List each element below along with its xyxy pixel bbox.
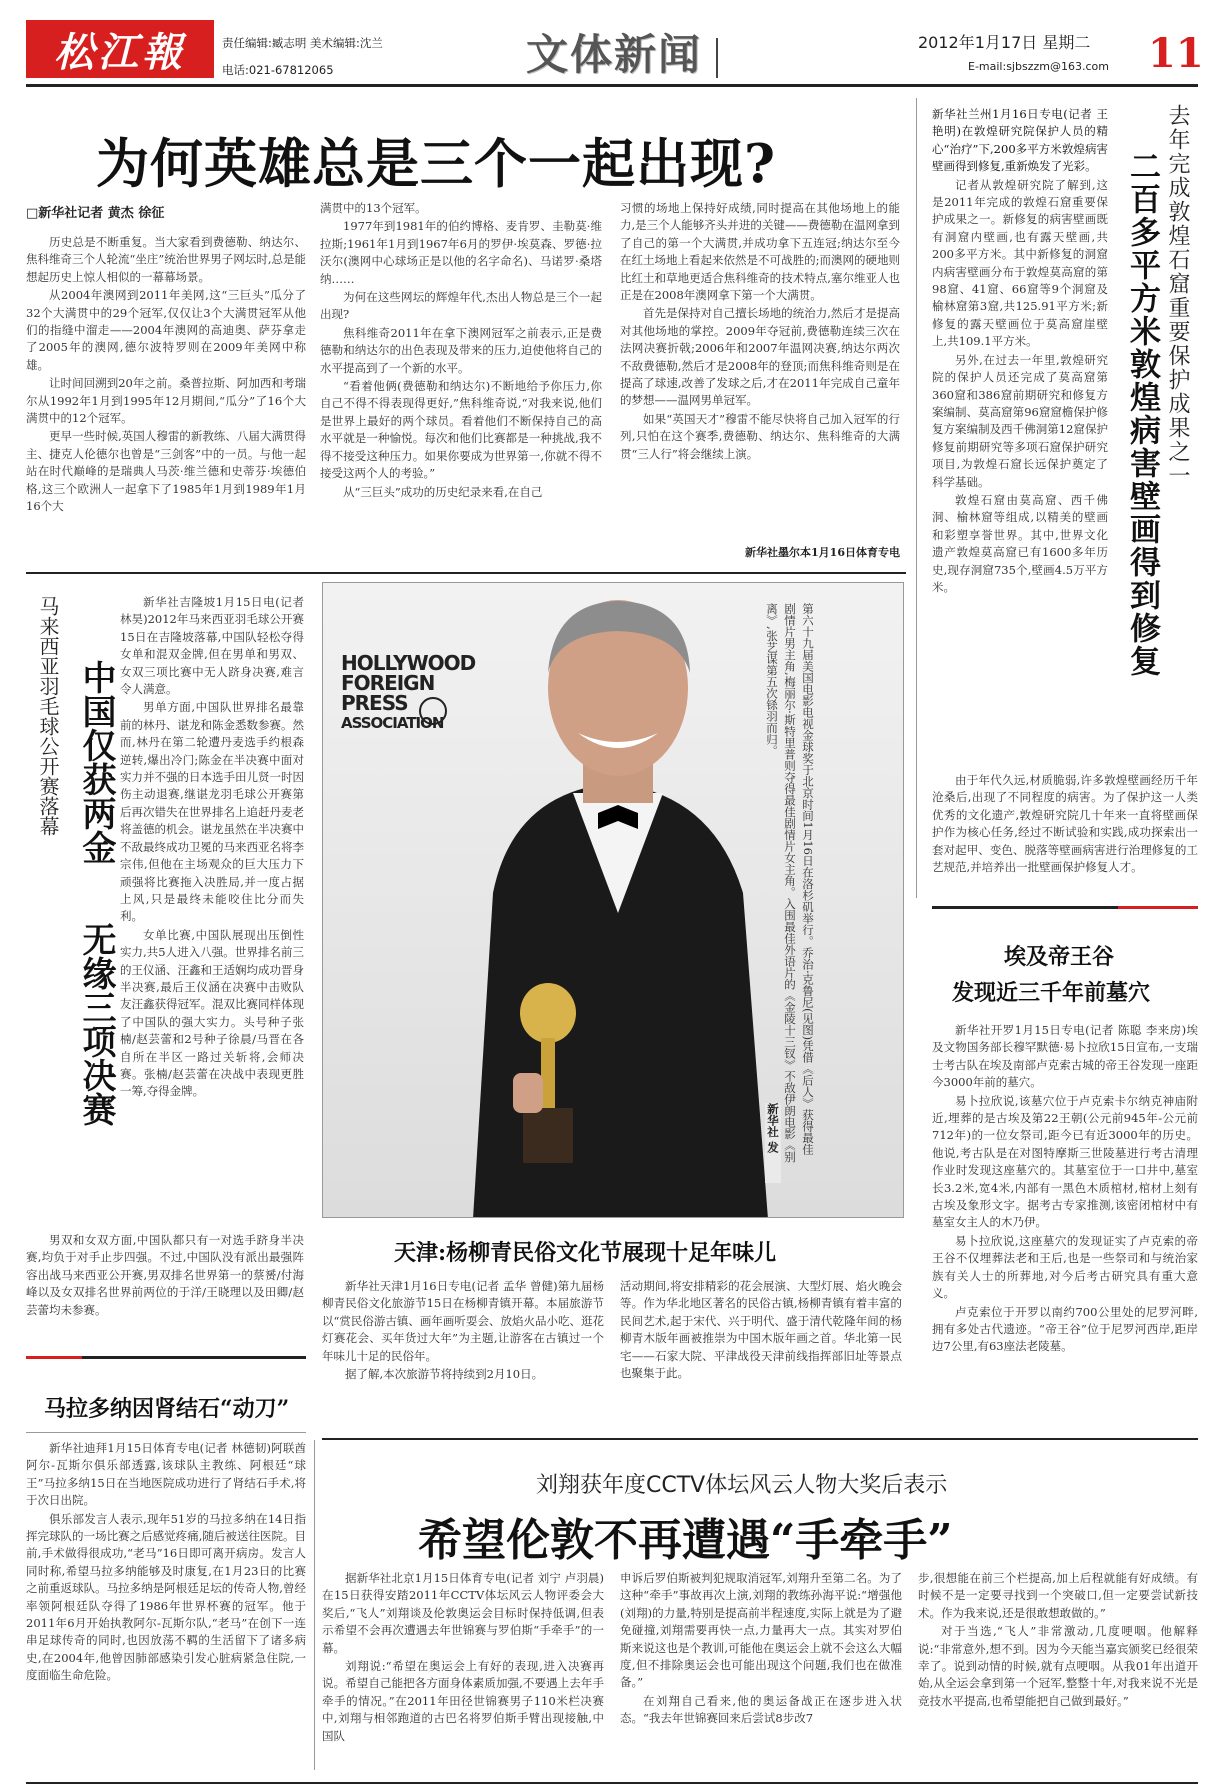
liuxiang-col-2: 申诉后罗伯斯被判犯规取消冠军,刘翔升至第二名。为了这种“牵手”事故再次上演,刘翔的教练孙海平说:“增强他(刘翔)的力量,特别是提高前半程速度,实际上就是为了避免碰撞,刘翔需要再快一点,力量再大一点。其实对罗伯斯来说这也是个教训,可能他在奥运会上就不会这么大幅度,但不排除奥运会也可能出现这个问题,我们也在做准备。” 在刘翔自己看来,他的奥运备战正在逐步进入状态。“我去年世锦赛回来后尝试8步改7 [620, 1571, 902, 1726]
liuxiang-top-rule [322, 1438, 1198, 1440]
backdrop-globe-icon [419, 697, 447, 725]
liuxiang-headline: 希望伦敦不再遭遇“手牵手” [418, 1515, 953, 1566]
dunhuang-left-rule [916, 98, 917, 898]
badminton-body-tail: 男双和女双方面,中国队都只有一对选手跻身半决赛,均负于对手止步四强。不过,中国队没有派出最强阵容出战马来西亚公开赛,男双排名世界第一的蔡赟/付海峰以及女双排名世界前两位的于洋/王晓理以及田卿/赵芸蕾均未参赛。 [26, 1233, 304, 1317]
badminton-headline-a: 中国仅获两金 [76, 660, 116, 864]
page-bottom-rule [26, 1782, 1198, 1784]
dunhuang-headline: 二百多平方米敦煌病害壁画得到修复 [1124, 150, 1160, 678]
section-divider [716, 38, 718, 78]
egypt-body: 新华社开罗1月15日专电(记者 陈聪 李来房)埃及文物国务部长穆罕默德·易卜拉欣15日宣布,一支瑞士考古队在埃及南部卢克索古城的帝王谷发现一座距今3000年前的墓穴。 易卜拉欣说,该墓穴位于卢克索卡尔纳克神庙附近,埋葬的是古埃及第22王朝(公元前945年-公元前712年)的一位女祭司,距今已有近3000年的历史。他说,考古队是在对图特摩斯三世陵墓进行考古清理作业时发现这座墓穴的。其墓室位于一口井中,墓室长3.2米,宽4米,内部有一黑色木质棺材,棺材上刻有古埃及象形文字。据考古专家推测,该密闭棺材中有墓室女主人的木乃伊。 易卜拉欣说,这座墓穴的发现证实了卢克索的帝王谷不仅埋葬法老和王后,也是一些祭司和与统治家族有关人士的所葬地,对今后考古研究具有重大意义。 卢克索位于开罗以南约700公里处的尼罗河畔,拥有多处古代遗迹。“帝王谷”位于尼罗河西岸,距岸边7公里,有63座法老陵墓。 [932, 1023, 1198, 1354]
maradona-headline: 马拉多纳因肾结石“动刀” [44, 1396, 290, 1422]
photo-caption: 第六十九届美国电影电视金球奖于北京时间1月16日在洛杉矶举行。乔治·克鲁尼(见图)凭借《后人》获得最佳剧情片男主角,梅丽尔·斯特里普则夺得最佳剧情片女主角。入围最佳外语片的《金陵十三钗》不敌伊朗电影《别离》,张艺谋第五次铩羽而归。 [765, 603, 815, 1163]
masthead [0, 0, 1224, 86]
news-photo [322, 582, 904, 1218]
contact-email: E-mail:sjbszzm@163.com [968, 60, 1109, 73]
newspaper-logo [26, 20, 214, 78]
issue-date: 2012年1月17日 星期二 [918, 33, 1091, 52]
lead-byline: □新华社记者 黄杰 徐征 [26, 206, 165, 221]
lead-bottom-rule [26, 572, 906, 574]
lead-endtag: 新华社墨尔本1月16日体育专电 [745, 546, 900, 559]
dunhuang-body-lower: 由于年代久远,材质脆弱,许多敦煌壁画经历千年沧桑后,出现了不同程度的病害。为了保护这一人类优秀的文化遗产,敦煌研究院几十年来一直将壁画保护作为核心任务,经过不断试验和实践,成功探索出一套对起甲、变色、脱落等壁画病害进行治理修复的工艺规范,并培养出一批壁画保护修复人才。 [932, 773, 1198, 875]
photo-credit: 新华社 发 [765, 1103, 781, 1183]
editors: 责任编辑:臧志明 美术编辑:沈兰 [222, 36, 383, 50]
lead-col-2: 满贯中的13个冠军。 1977年到1981年的伯约博格、麦肯罗、圭勒莫·维拉斯;1961年1月到1967年6月的罗伊·埃莫森、罗德·拉沃尔(澳网中心球场正是以他的名字命名)、马诺罗·桑塔纳…… 为何在这些网坛的辉煌年代,杰出人物总是三个一起出现? 焦科维奇2011年在拿下澳网冠军之前表示,正是费德勒和纳达尔的出色表现及带来的压力,迫使他将自己的水平提高到了一个新的水平。 “看着他俩(费德勒和纳达尔)不断地给予你压力,你自己不得不得表现得更好,”焦科维奇说,“对我来说,他们是世界上最好的两个球员。看着他们不断保持自己的高水平就是一种愉悦。每次和他们比赛都是一种挑战,我不得不接受这种压力。如果你要成为世界第一,你就不得不接受这两个人的考验。” 从“三巨头”成功的历史纪录来看,在自己 [320, 201, 602, 499]
tianjin-col-2: 活动期间,将安排精彩的花会展演、大型灯展、焰火晚会等。作为华北地区著名的民俗古镇,杨柳青镇有着丰富的民间艺术,起于宋代、兴于明代、盛于清代乾隆年间的杨柳青木版年画被推崇为中国木版年画之首。华北第一民宅——石家大院、平津战役天津前线指挥部旧址等景点也聚集于此。 [620, 1279, 902, 1381]
lead-headline: 为何英雄总是三个一起出现? [96, 133, 777, 195]
photo-caption-box [763, 603, 893, 1183]
liuxiang-col-1: 据新华社北京1月15日体育专电(记者 刘宁 卢羽晨)在15日获得安踏2011年CCTV体坛风云人物评委会大奖后,“飞人”刘翔谈及伦敦奥运会目标时保持低调,但表示希望不会再次遭遇去年世锦赛与罗伯斯“手牵手”的一幕。 刘翔说:“希望在奥运会上有好的表现,进入决赛再说。希望自己能把各方面身体素质加强,不要遇上去年手牵手的情况。”在2011年田径世锦赛男子110米栏决赛中,刘翔与相邻跑道的古巴名将罗伯斯手臂出现接触,中国队 [322, 1571, 604, 1743]
liuxiang-kicker: 刘翔获年度CCTV体坛风云人物大奖后表示 [536, 1473, 948, 1498]
maradona-body: 新华社迪拜1月15日体育专电(记者 林德韧)阿联酋阿尔-瓦斯尔俱乐部透露,该球队主教练、阿根廷“球王”马拉多纳15日在当地医院成功进行了肾结石手术,将于次日出院。 俱乐部发言人表示,现年51岁的马拉多纳在14日指挥完球队的一场比赛之后感觉疼痛,随后被送往医院。目前,手术做得很成功,“老马”16日即可离开病房。发言人同时称,希望马拉多纳能够及时康复,在1月23日的比赛之前重返球队。马拉多纳是阿根廷足坛的传奇人物,曾经率领阿根廷队夺得了1986年世界杯赛的冠军。他于2011年6月开始执教阿尔-瓦斯尔队,“老马”在创下一连串足球传奇的同时,也因放荡不羁的生活留下了诸多病史,在2004年,他曾因肺部感染引发心脏病紧急住院,一度面临生命危险。 [26, 1441, 306, 1683]
maradona-right-rule [314, 1440, 315, 1770]
section-title: 文体新闻 [526, 30, 703, 79]
dunhuang-bottom-rule [932, 906, 1198, 909]
trophy-icon [503, 983, 593, 1173]
maradona-title-rule [26, 1432, 306, 1433]
badminton-body: 新华社吉隆坡1月15日电(记者 林昊)2012年马来西亚羽毛球公开赛15日在吉隆坡落幕,中国队轻松夺得女单和混双金牌,但在男单和男双、女双三项比赛中无人跻身决赛,难言令人满意。 男单方面,中国队世界排名最靠前的林丹、谌龙和陈金悉数参赛。然而,林丹在第二轮遭丹麦选手约根森逆转,爆出冷门;陈金在半决赛中面对实力并不强的日本选手田儿贤一时因伤主动退赛,继谌龙羽毛球公开赛第后再次错失在世界排名上追赶丹麦老将盖德的机会。谌龙虽然在半决赛中不敌最终成功卫冕的马来西亚名将李宗伟,但他在主场观众的巨大压力下顽强将比赛拖入决胜局,并一度占据上风,只是最终未能咬住比分而失利。 女单比赛,中国队展现出压倒性实力,共5人进入八强。世界排名前三的王仪涵、汪鑫和王适娴均成功晋身半决赛,最后王仪涵在决赛中击败队友汪鑫获得冠军。混双比赛同样体现了中国队的强大实力。头号种子张楠/赵芸蕾和2号种子徐晨/马晋在各自所在半区一路过关斩将,会师决赛。张楠/赵芸蕾在决战中表现更胜一筹,夺得金牌。 [120, 595, 304, 1099]
tianjin-col-1: 新华社天津1月16日专电(记者 孟华 曾健)第九届杨柳青民俗文化旅游节15日在杨柳青镇开幕。本届旅游节以“赏民俗游古镇、画年画听耍会、放焰火品小吃、逛花灯赛花会、买年货过大年”为主题,让游客在古镇过一个年味儿十足的民俗年。 据了解,本次旅游节将持续到2月10日。 [322, 1279, 604, 1382]
egypt-headline-b: 发现近三千年前墓穴 [952, 980, 1151, 1006]
dunhuang-kicker: 去年完成敦煌石窟重要保护成果之一 [1165, 104, 1190, 488]
liuxiang-col-3: 步,很想能在前三个栏提高,加上后程就能有好成绩。有时候不是一定要寻找到一个突破口,但一定要尝试新技术。作为我来说,还是很敢想敢做的。” 对于当选,“飞人”非常激动,几度哽咽。他解释说:“非常意外,想不到。因为今天能当嘉宾颁奖已经很荣幸了。说到动情的时候,就有点哽咽。从我01年出道开始,从全运会拿到第一个冠军,整整十年,对我来说不光是竞技水平提高,也希望能把自己做到最好。” [918, 1571, 1198, 1708]
logo-text: 松江報 [54, 28, 186, 76]
badminton-kicker: 马来西亚羽毛球公开赛落幕 [36, 596, 60, 836]
lead-col-1: 历史总是不断重复。当大家看到费德勒、纳达尔、焦科维奇三个人轮流“坐庄”统治世界男子网坛时,总是能想起历史上惊人相似的一幕幕场景。 从2004年澳网到2011年美网,这“三巨头”瓜分了32个大满贯中的29个冠军,仅仅让3个大满贯冠军从他们的指缝中溜走——2004年澳网的高迪奥、萨芬拿走了2005年的澳网,德尔波特罗则在2009年美网中称雄。 让时间回溯到20年之前。桑普拉斯、阿加西和考瑞尔从1992年1月到1995年12月期间,“瓜分”了16个大满贯中的12个冠军。 更早一些时候,英国人穆雷的新教练、八届大满贯得主、捷克人伦德尔也曾是“三剑客”中的一员。与他一起站在时代巅峰的是瑞典人马茨·维兰德和史蒂芬·埃德伯格,这三个欧洲人一起拿下了1985年1月到1989年1月16个大 [26, 235, 306, 514]
badminton-headline-b: 无缘三项决赛 [76, 922, 116, 1126]
masthead-rule [26, 84, 1198, 87]
tianjin-headline: 天津:杨柳青民俗文化节展现十足年味儿 [394, 1240, 777, 1266]
backdrop-text: HOLLYWOOD FOREIGN PRESS ASSOCIATION [341, 651, 476, 732]
dunhuang-body-upper: 新华社兰州1月16日专电(记者 王艳明)在敦煌研究院保护人员的精心“治疗”下,200多平方米敦煌病害壁画得到修复,重新焕发了光彩。 记者从敦煌研究院了解到,这是2011年完成的敦煌石窟重要保护成果之一。新修复的病害壁画既有洞窟内壁画,也有露天壁画,共200多平方米。其中新修复的洞窟内病害壁画分布于敦煌莫高窟的第98窟、41窟、66窟等9个洞窟及榆林窟第3窟,共125.91平方米;新修复的露天壁画位于莫高窟崖壁上,共109.1平方米。 另外,在过去一年里,敦煌研究院的保护人员还完成了莫高窟第360窟和386窟前期研究和修复方案编制、莫高窟第96窟窟檐保护修复方案编制及西千佛洞第12窟保护修复前期研究等多项石窟保护研究项目,为敦煌石窟长远保护奠定了科学基础。 敦煌石窟由莫高窟、西千佛洞、榆林窟等组成,以精美的壁画和彩塑享誉世界。其中,世界文化遗产敦煌莫高窟已有1600多年历史,现存洞窟735个,壁画4.5万平方米。 [932, 107, 1108, 594]
lead-col-3: 习惯的场地上保持好成绩,同时提高在其他场地上的能力,是三个人能够齐头并进的关键——费德勒在温网拿到了自己的第一个大满贯,并成功拿下五连冠;纳达尔至今在红土场地上看起来依然是不可战胜的;而澳网的硬地则比红土和草地更适合焦科维奇的技术特点,塞尔维亚人也正是在2008年澳网拿下第一个大满贯。 首先是保持对自己擅长场地的统治力,然后才是提高对其他场地的掌控。2009年夺冠前,费德勒连续三次在法网决赛折戟;2006年和2007年温网决赛,纳达尔两次不敌费德勒,然后才是2008年的登顶;而焦科维奇则是在提高了球速,改善了发球之后,才在2011年完成自己童年的梦想——温网男单冠军。 如果“英国天才”穆雷不能尽快将自己加入冠军的行列,只怕在这个赛季,费德勒、纳达尔、焦科维奇的大满贯“三人行”将会继续上演。 [620, 201, 900, 461]
egypt-headline-a: 埃及帝王谷 [1004, 944, 1115, 970]
phone: 电话:021-67812065 [222, 63, 334, 77]
badminton-bottom-rule [26, 1356, 306, 1359]
page-number: 11 [1148, 30, 1204, 77]
